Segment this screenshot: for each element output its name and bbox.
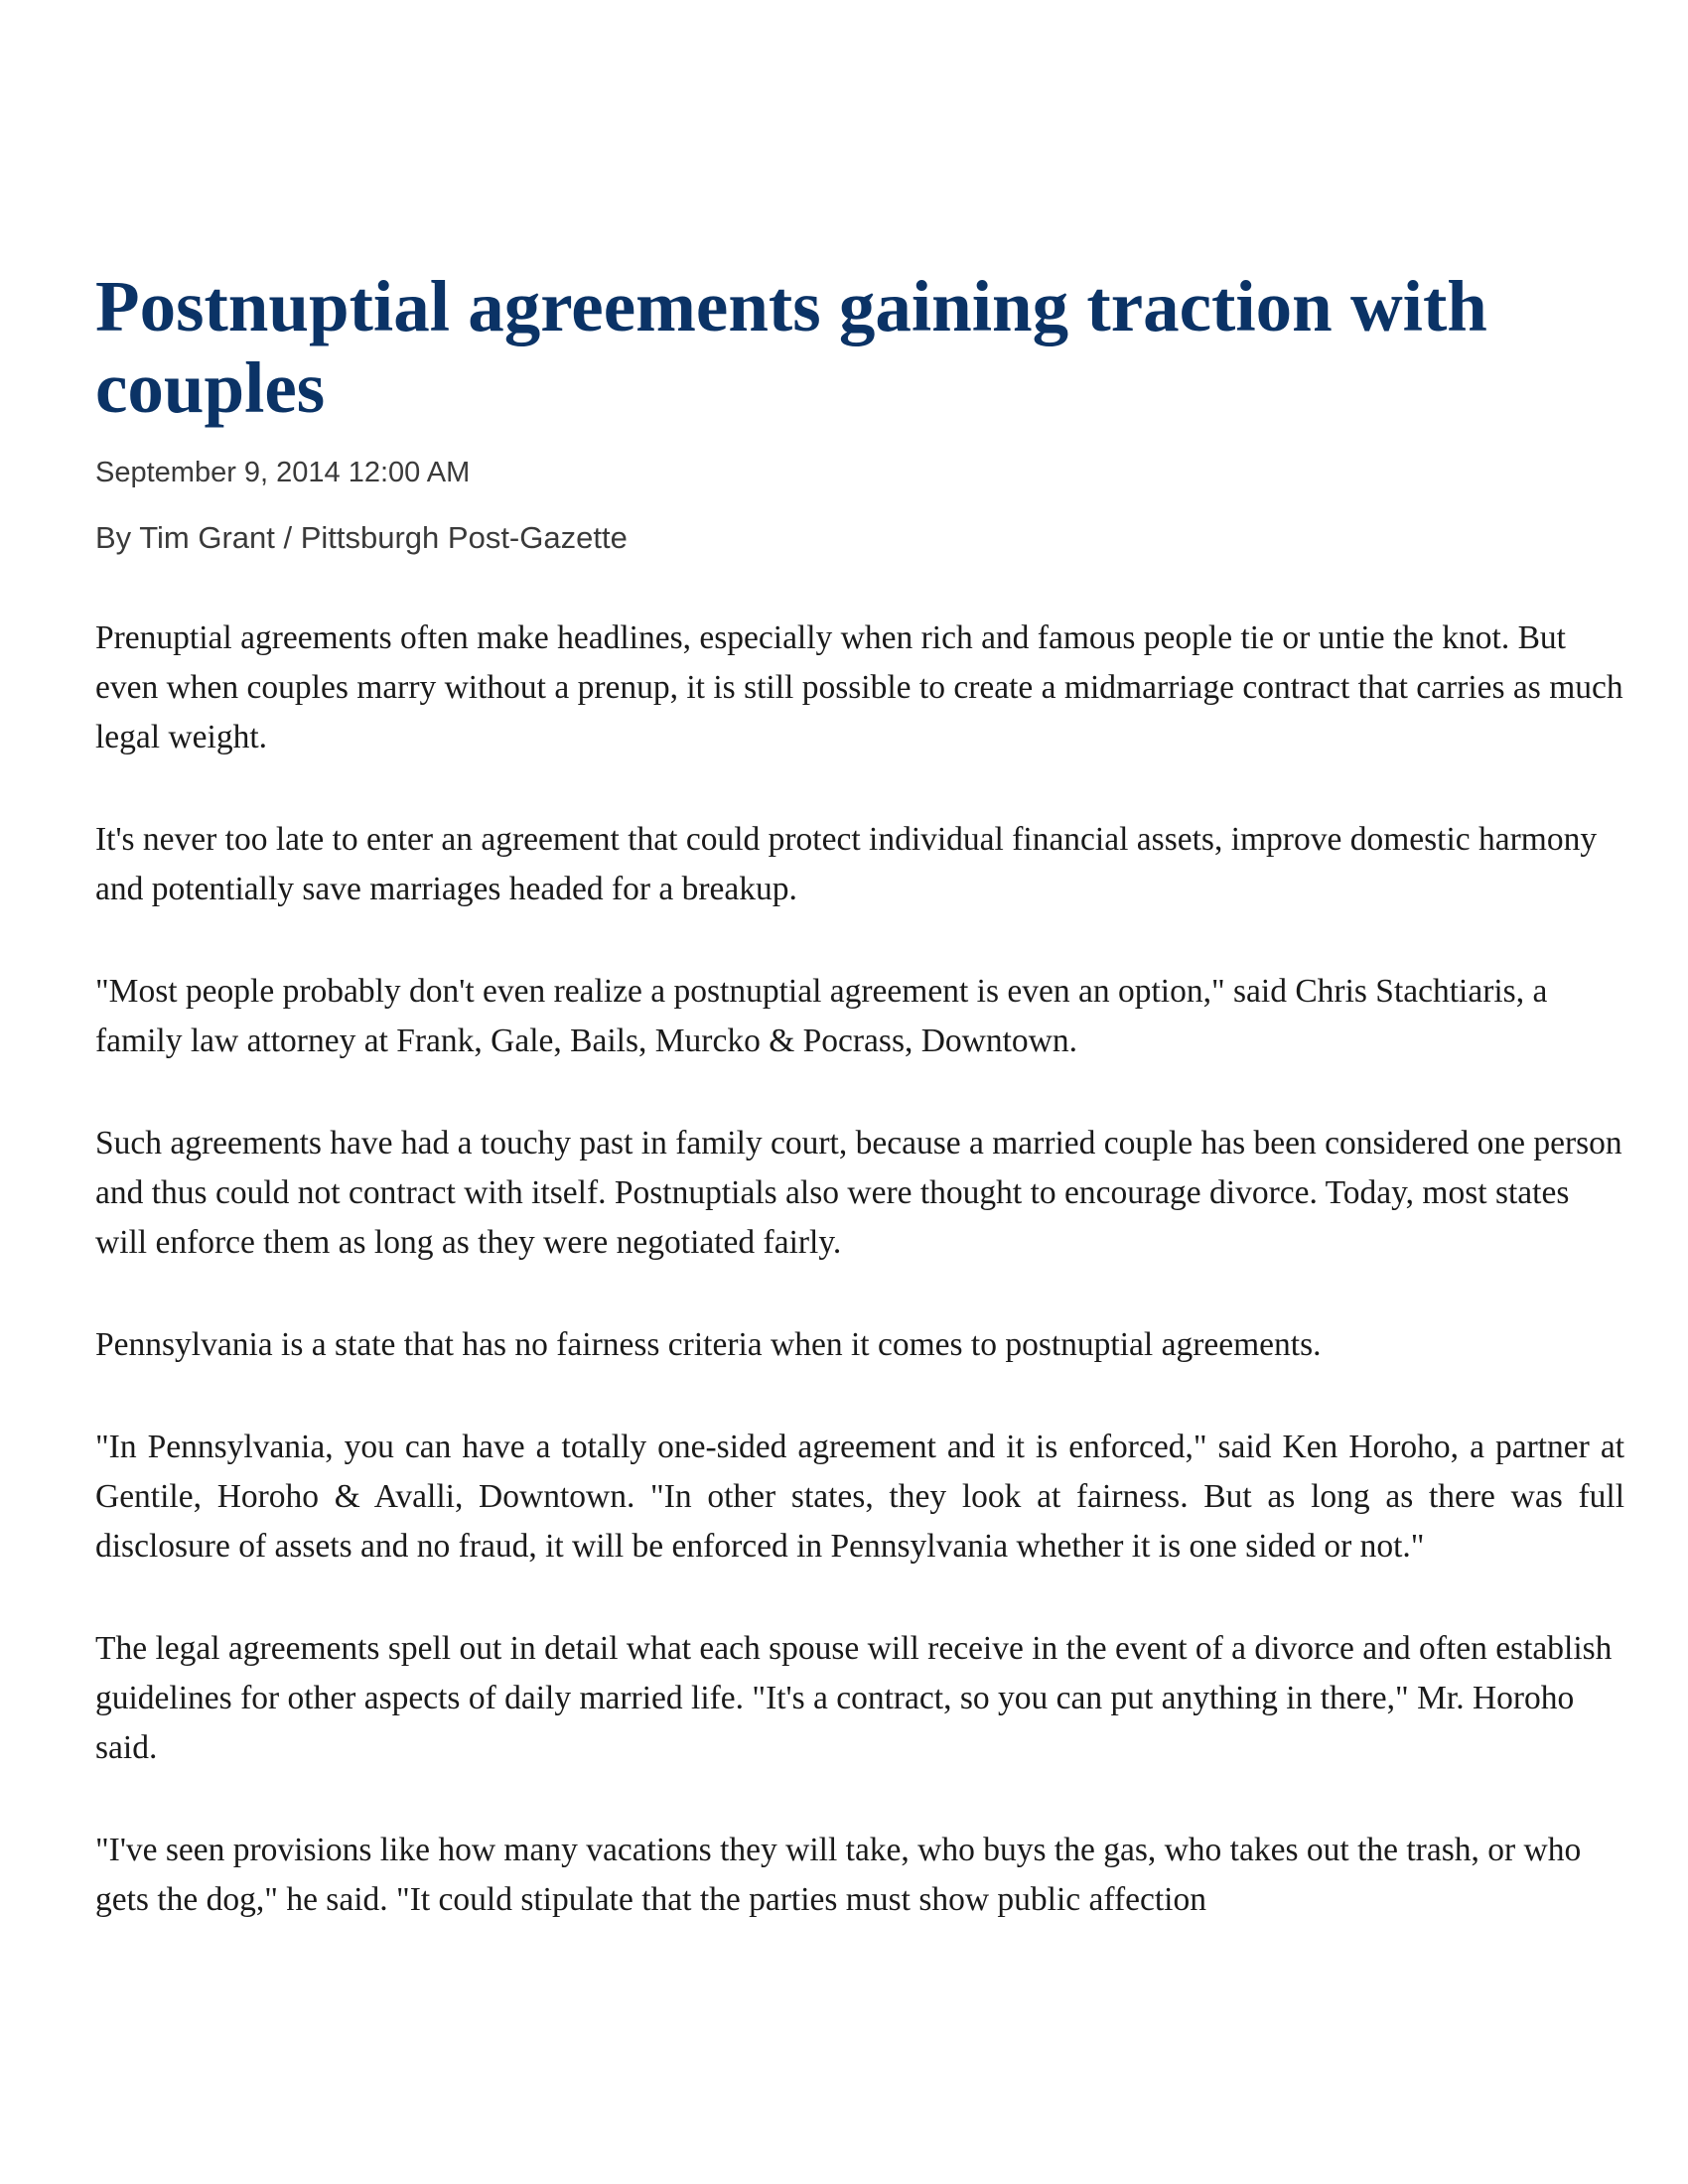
article-paragraph: "I've seen provisions like how many vacations they will take, who buys the gas, who takes out the trash, or who gets the dog," he said. "It could stipulate that the parties must show public affection — [95, 1832, 1582, 1918]
article-paragraph: The legal agreements spell out in detail what each spouse will receive in the event of a divorce and often establish guidelines for other aspects of daily married life. "It's a contract, so you can put anything in there," Mr. Horoho said. — [95, 1630, 1613, 1766]
article-body — [95, 614, 1624, 1978]
article-paragraph: "Most people probably don't even realize a postnuptial agreement is even an option," said Chris Stachtiaris, a family law attorney at Frank, Gale, Bails, Murcko & Pocrass, Downtown. — [95, 973, 1548, 1059]
article-paragraph: "In Pennsylvania, you can have a totally one-sided agreement and it is enforced," said Ken Horoho, a partner at Gentile, Horoho & Avalli, Downtown. "In other states, they look at fairness. But as long as there was full disclosure of assets and no fraud, it will be enforced in Pennsylvania whether it is one sided or not." — [95, 1429, 1624, 1565]
article-paragraph: Prenuptial agreements often make headlines, especially when rich and famous people tie or untie the knot. But even when couples marry without a prenup, it is still possible to create a midmarriage contract that carries as much legal weight. — [95, 619, 1623, 755]
article-date: September 9, 2014 12:00 AM — [95, 457, 471, 488]
article-paragraph: It's never too late to enter an agreement that could protect individual financial assets, improve domestic harmony and potentially save marriages headed for a breakup. — [95, 821, 1598, 907]
article-paragraph: Pennsylvania is a state that has no fairness criteria when it comes to postnuptial agreements. — [95, 1326, 1322, 1363]
article-byline: By Tim Grant / Pittsburgh Post-Gazette — [95, 520, 628, 555]
article-headline: Postnuptial agreements gaining traction with couples — [95, 266, 1487, 428]
article — [95, 266, 1624, 1918]
article-paragraph: Such agreements have had a touchy past in family court, because a married couple has been considered one person and thus could not contract with itself. Postnuptials also were thought to encourage divorce. Today, most states will enforce them as long as they were negotiated fairly. — [95, 1125, 1622, 1261]
